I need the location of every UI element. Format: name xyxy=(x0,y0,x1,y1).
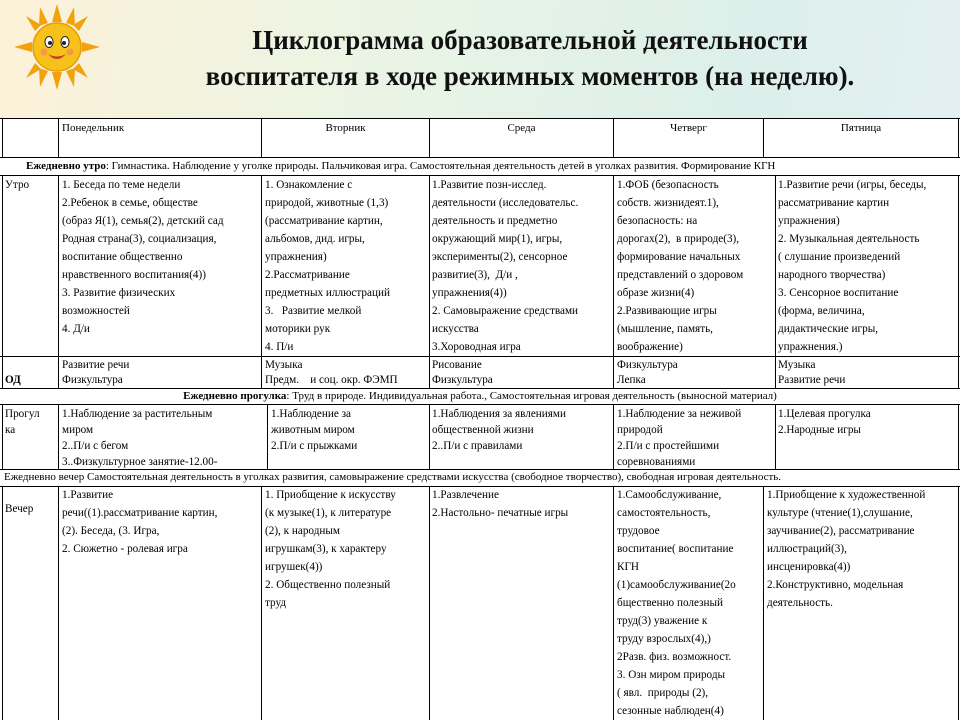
walk-band: Ежедневно прогулка: Труд в природе. Индивидуальная работа., Самостоятельная игровая деятельность (выносной материал) xyxy=(183,390,777,402)
morning-thursday: 1.ФОБ (безопасность собств. жизнидеят.1), безопасность: на дорогах(2), в природе(3), формирование начальных представлений о здоровом образе жизни(4) 2.Развивающие игры (мышление, память, воображение) xyxy=(617,179,744,353)
row-label-evening: Вечер xyxy=(5,503,34,515)
od-wednesday: Рисование Физкультура xyxy=(432,359,493,386)
title-line-1: Циклограмма образовательной деятельности xyxy=(252,25,808,55)
evening-thursday: 1.Самообслуживание, самостоятельность, трудовое воспитание( воспитание КГН (1)самообслуживание(2о бщественно полезный труд(3) уважение к труду взрослых(4),) 2Разв. физ. возможност. 3. Озн миром природы ( явл. природы (2), сезонные наблюден(4) xyxy=(617,489,736,717)
evening-friday: 1.Приобщение к художественной культуре (чтение(1),слушание, заучивание(2), рассматривание иллюстраций(3), инсценировка(4)) 2.Конструктивно, модельная деятельность. xyxy=(767,489,926,609)
od-thursday: Физкультура Лепка xyxy=(617,359,678,386)
day-header-tuesday: Вторник xyxy=(325,122,366,134)
walk-monday: 1.Наблюдение за растительным миром 2..П/и с бегом 3..Физкультурное занятие-12.00- xyxy=(62,408,218,468)
day-header-wednesday: Среда xyxy=(507,122,536,134)
header xyxy=(0,0,960,118)
evening-tuesday: 1. Приобщение к искусству (к музыке(1), к литературе (2), к народным игрушкам(3), к характеру игрушек(4)) 2. Общественно полезный труд xyxy=(265,489,396,609)
walk-friday: 1.Целевая прогулка 2.Народные игры xyxy=(778,408,871,436)
morning-tuesday: 1. Ознакомление с природой, животные (1,3) (рассматривание картин, альбомов, дид. игры, упражнения) 2.Рассматривание предметных иллюстраций 3. Развитие мелкой моторики рук 4. П/и xyxy=(265,179,390,353)
evening-wednesday: 1.Развлечение 2.Настольно- печатные игры xyxy=(432,489,569,519)
day-header-monday: Понедельник xyxy=(62,122,125,134)
walk-wednesday: 1.Наблюдения за явлениями общественной жизни 2..П/и с правилами xyxy=(432,408,566,452)
od-tuesday: Музыка Предм. и соц. окр. ФЭМП xyxy=(265,359,398,386)
od-friday: Музыка Развитие речи xyxy=(778,359,846,386)
evening-band: Ежедневно вечер Самостоятельная деятельность в уголках развития, самовыражение средствами искусства (свободное творчество), свободная игровая деятельность. xyxy=(4,471,782,483)
schedule-table xyxy=(0,118,960,720)
morning-friday: 1.Развитие речи (игры, беседы, рассматривание картин упражнения) 2. Музыкальная деятельность ( слушание произведений народного творчества) 3. Сенсорное воспитание (форма, величина, дидактические игры, упражнения.) xyxy=(778,179,927,353)
day-header-friday: Пятница xyxy=(840,122,882,134)
row-label-walk: Прогул ка xyxy=(5,408,40,436)
walk-tuesday: 1.Наблюдение за животным миром 2.П/и с прыжками xyxy=(271,408,358,452)
evening-monday: 1.Развитие речи((1).рассматривание картин, (2). Беседа, (3. Игра, 2. Сюжетно - ролевая игра xyxy=(62,489,218,555)
walk-thursday: 1.Наблюдение за неживой природой 2.П/и с простейшими соревнованиями xyxy=(617,408,742,468)
morning-wednesday: 1.Развитие позн-исслед. деятельности (исследовательс. деятельность и предметно окружающий мир(1), игры, эксперименты(2), сенсорное развитие(3), Д/и , упражнения(4)) 2. Самовыражение средствами искусства 3.Хороводная игра xyxy=(432,179,579,353)
morning-monday: 1. Беседа по теме недели 2.Ребенок в семье, обществе (образ Я(1), семья(2), детский сад Родная страна(3), социализация, воспитание общественно нравственного воспитания(4)) 3. Развитие физических возможностей 4. Д/и xyxy=(62,179,224,335)
morning-band: Ежедневно утро: Гимнастика. Наблюдение у уголке природы. Пальчиковая игра. Самостоятельная деятельность детей в уголках развития. Формирование КГН xyxy=(26,160,776,172)
title-line-2: воспитателя в ходе режимных моментов (на неделю). xyxy=(205,61,855,91)
od-monday: Развитие речи Физкультура xyxy=(62,359,130,386)
page-title xyxy=(110,22,950,94)
smiling-sun-icon xyxy=(14,4,100,90)
row-label-morning: Утро xyxy=(5,179,30,191)
row-label-od: ОД xyxy=(5,374,21,386)
day-header-thursday: Четверг xyxy=(670,122,707,134)
